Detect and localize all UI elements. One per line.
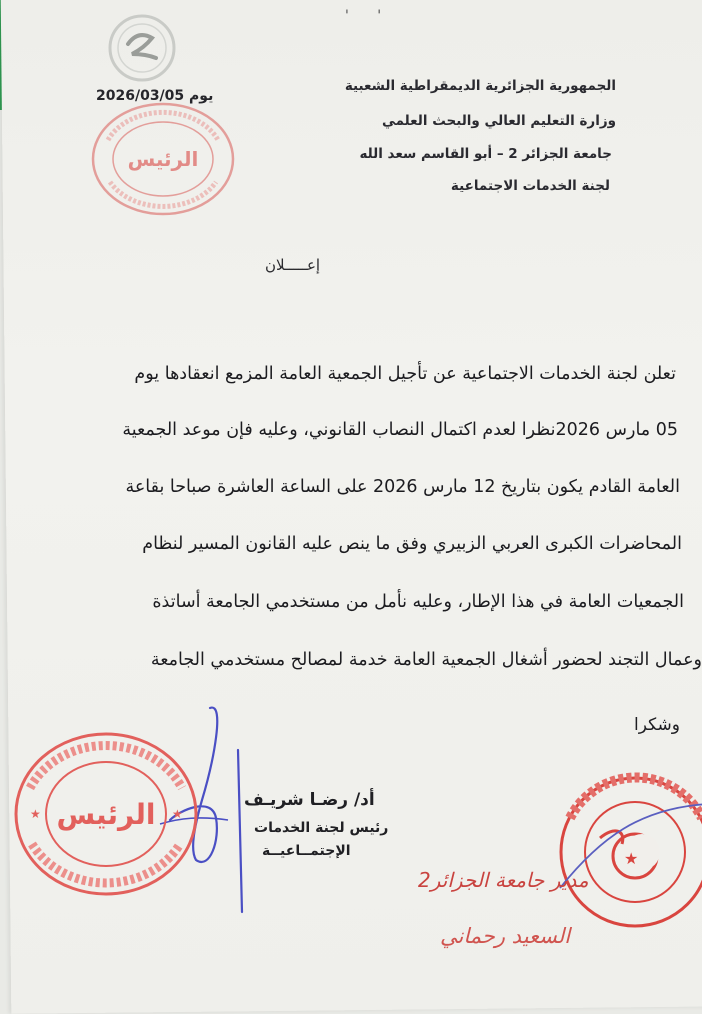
stamp-top-center-text: الرئيس [127, 147, 199, 171]
svg-text:★: ★ [172, 807, 183, 821]
director-handwritten-name: السعيد رحماني [440, 924, 571, 948]
punch-marks: ' ' [345, 8, 394, 24]
committee-stamp-bottom-icon [8, 728, 204, 900]
header-university: جامعة الجزائر 2 – أبو القاسم سعد الله [359, 146, 612, 162]
header-republic: الجمهورية الجزائرية الديمقراطية الشعبية [344, 78, 616, 94]
stamp-bottom-center-text: الرئيس [56, 798, 156, 831]
signatory-role-2: الإجتمــاعيــة [262, 843, 351, 859]
closing-thanks: وشكرا [634, 715, 680, 735]
date-label: يوم [189, 88, 214, 104]
body-line-6: وعمال التجند لحضور أشغال الجمعية العامة خدمة لمصالح مستخدمي الجامعة [150, 650, 702, 670]
body-line-2: 05 مارس 2026نظرا لعدم اكتمال النصاب القانوني، وعليه فإن موعد الجمعية [122, 420, 678, 440]
body-line-3: العامة القادم يكون بتاريخ 12 مارس 2026 على الساعة العاشرة صباحا بقاعة [125, 477, 680, 497]
announcement-title: إعـــــلان [265, 256, 321, 274]
university-seal-icon [530, 768, 702, 928]
body-line-1: تعلن لجنة الخدمات الاجتماعية عن تأجيل الجمعية العامة المزمع انعقادها يوم [134, 364, 676, 384]
date-value: 2026/03/05 [96, 88, 185, 104]
svg-text:★: ★ [624, 849, 639, 868]
header-committee: لجنة الخدمات الاجتماعية [450, 178, 610, 194]
director-handwritten-title: مدير جامعة الجزائر2 [418, 868, 589, 892]
signatory-name: أد/ رضـا شريـف [244, 790, 375, 810]
signatory-role-1: رئيس لجنة الخدمات [254, 820, 389, 836]
body-line-5: الجمعيات العامة في هذا الإطار، وعليه نأمل من مستخدمي الجامعة أساتذة [152, 592, 684, 612]
committee-stamp-top-icon [88, 100, 238, 218]
body-line-4: المحاضرات الكبرى العربي الزبيري وفق ما ينص عليه القانون المسير لنظام [142, 534, 682, 554]
svg-text:★: ★ [30, 807, 41, 821]
university-logo-icon [92, 8, 192, 88]
header-ministry: وزارة التعليم العالي والبحث العلمي [381, 113, 616, 129]
